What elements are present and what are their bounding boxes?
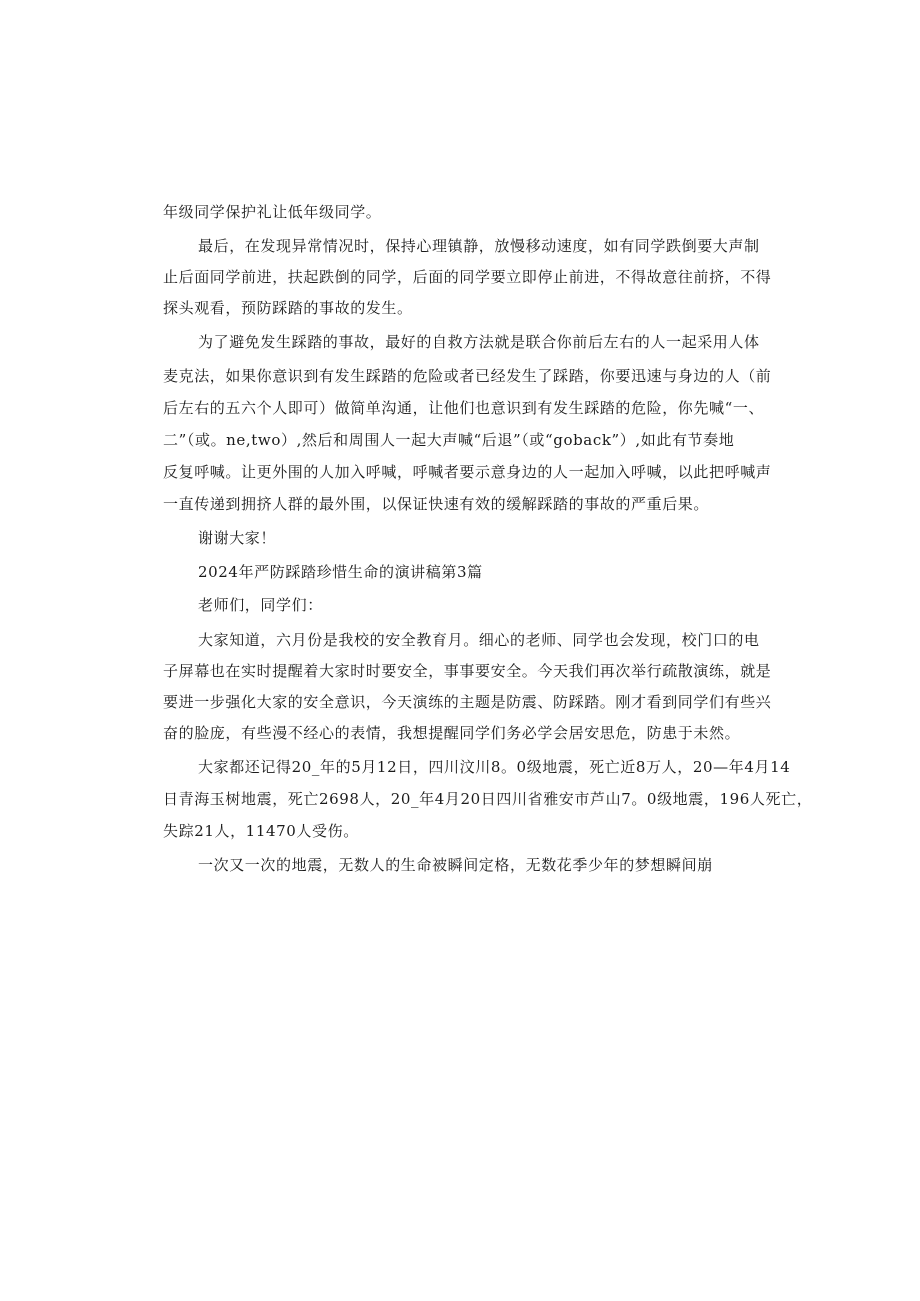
text-line: 奋的脸庞，有些漫不经心的表情，我想提醒同学们务必学会居安思危，防患于未然。: [163, 724, 741, 742]
paragraph-first-line: 为了避免发生踩踏的事故，最好的自救方法就是联合你前后左右的人一起采用人体: [198, 333, 760, 351]
text-line: 子屏幕也在实时提醒着大家时时要安全，事事要安全。今天我们再次举行疏散演练，就是: [163, 662, 772, 680]
text-line: 年级同学保护礼让低年级同学。: [163, 203, 382, 221]
text-line: 麦克法，如果你意识到有发生踩踏的危险或者已经发生了踩踏，你要迅速与身边的人（前: [163, 367, 772, 385]
text-line: 失踪21人，11470人受伤。: [163, 822, 359, 840]
paragraph-first-line: 最后，在发现异常情况时，保持心理镇静，放慢移动速度，如有同学跌倒要大声制: [198, 237, 760, 255]
text-line: 日青海玉树地震，死亡2698人，20_年4月20日四川省雅安市芦山7。0级地震，196人死亡，: [163, 790, 813, 808]
paragraph-first-line: 大家知道，六月份是我校的安全教育月。细心的老师、同学也会发现，校门口的电: [198, 631, 760, 649]
text-line: 后左右的五六个人即可）做简单沟通，让他们也意识到有发生踩踏的危险，你先喊“一、: [163, 399, 765, 417]
section-heading: 2024年严防踩踏珍惜生命的演讲稿第3篇: [198, 563, 483, 581]
text-line: 探头观看，预防踩踏的事故的发生。: [163, 299, 413, 317]
paragraph-first-line: 大家都还记得20_年的5月12日，四川汶川8。0级地震，死亡近8万人，20—年4月14: [198, 758, 791, 776]
text-line: 一直传递到拥挤人群的最外围，以保证快速有效的缓解踩踏的事故的严重后果。: [163, 495, 710, 513]
salutation-line: 老师们，同学们：: [198, 596, 323, 614]
text-line: 反复呼喊。让更外围的人加入呼喊，呼喊者要示意身边的人一起加入呼喊，以此把呼喊声: [163, 463, 772, 481]
text-line: 二”（或。ne,two）,然后和周围人一起大声喊“后退”（或“goback”）,如此有节奏地: [163, 431, 735, 449]
paragraph-first-line: 一次又一次的地震，无数人的生命被瞬间定格，无数花季少年的梦想瞬间崩: [198, 856, 713, 874]
text-line: 止后面同学前进，扶起跌倒的同学，后面的同学要立即停止前进，不得故意往前挤，不得: [163, 268, 772, 286]
closing-line: 谢谢大家！: [198, 529, 277, 547]
text-line: 要进一步强化大家的安全意识，今天演练的主题是防震、防踩踏。刚才看到同学们有些兴: [163, 693, 772, 711]
